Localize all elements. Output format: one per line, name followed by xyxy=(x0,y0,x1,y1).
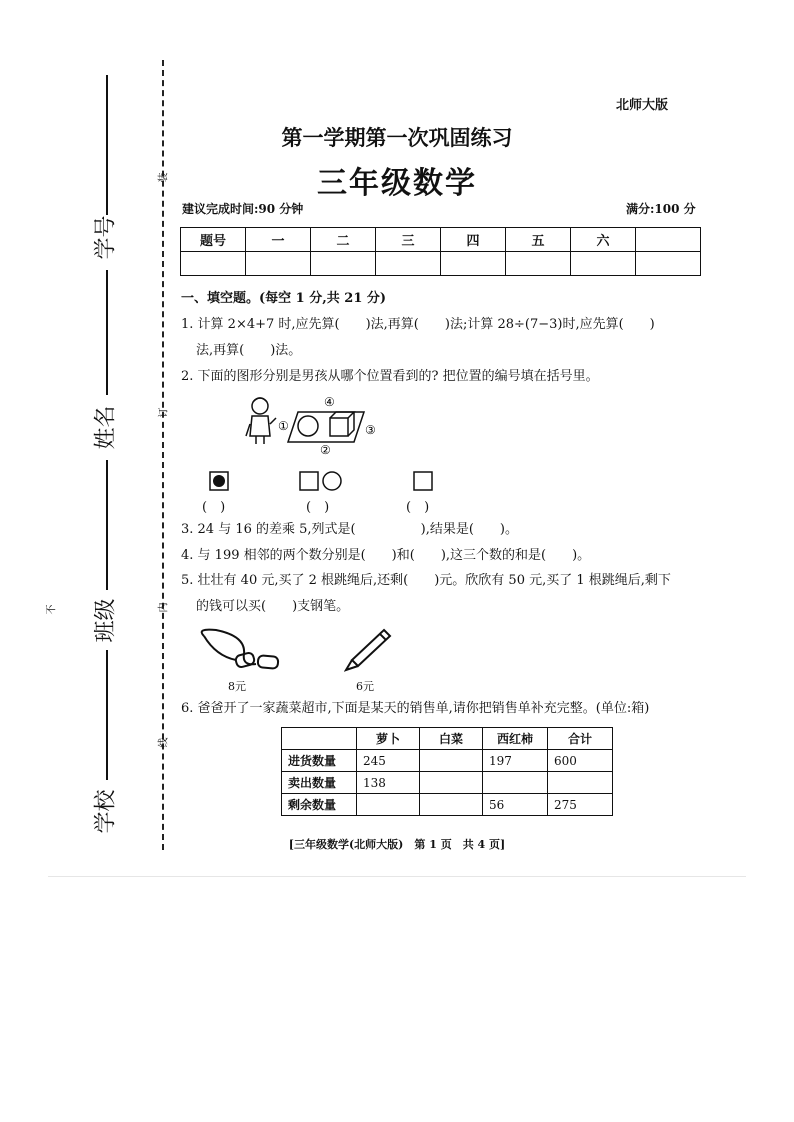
sales-cell: 245 xyxy=(357,750,420,772)
sales-cell[interactable] xyxy=(420,750,483,772)
score-cell[interactable] xyxy=(246,252,311,276)
page-bottom-divider xyxy=(48,876,746,877)
binding-mark: 不 xyxy=(46,604,58,615)
sales-cell[interactable] xyxy=(420,772,483,794)
rope-price: 8元 xyxy=(228,680,246,693)
pen-icon xyxy=(344,626,392,672)
cube-shape xyxy=(330,412,354,436)
pen-price: 6元 xyxy=(356,680,374,693)
sales-cell: 138 xyxy=(357,772,420,794)
sales-cell[interactable] xyxy=(420,794,483,816)
view-1-answer[interactable]: ( ) xyxy=(202,500,226,515)
sales-header-cell: 萝卜 xyxy=(357,728,420,750)
sales-row-label: 卖出数量 xyxy=(282,772,357,794)
sales-header-cell: 白菜 xyxy=(420,728,483,750)
question-5-line1: 5. 壮壮有 40 元,买了 2 根跳绳后,还剩( )元。欣欣有 50 元,买了 1 根跳绳后,剩下 xyxy=(181,573,671,588)
binding-mark: 装 xyxy=(158,172,170,183)
binding-mark: 订 xyxy=(158,407,170,418)
sales-row-label: 进货数量 xyxy=(282,750,357,772)
position-3-label: ③ xyxy=(365,423,376,437)
position-2-label: ② xyxy=(320,443,331,456)
view-square-with-circle xyxy=(208,470,230,492)
sales-cell[interactable] xyxy=(357,794,420,816)
school-line xyxy=(106,650,108,780)
score-table-header-row xyxy=(181,228,701,252)
score-header-cell: 三 xyxy=(376,228,441,252)
sales-cell[interactable] xyxy=(548,772,613,794)
full-score: 满分:100 分 xyxy=(626,202,696,216)
page-footer: [三年级数学(北师大版) 第 1 页 共 4 页] xyxy=(288,838,506,851)
question-5-line2: 的钱可以买( )支钢笔。 xyxy=(196,599,350,614)
sales-cell: 197 xyxy=(483,750,548,772)
question-1-line2: 法,再算( )法。 xyxy=(196,343,302,358)
score-cell[interactable] xyxy=(376,252,441,276)
score-header-cell: 四 xyxy=(441,228,506,252)
question-1-line1: 1. 计算 2×4+7 时,应先算( )法,再算( )法;计算 28÷(7−3)时,应先算( ) xyxy=(181,317,655,332)
sales-header-cell xyxy=(282,728,357,750)
table-row xyxy=(282,772,613,794)
ball-shape xyxy=(298,416,318,436)
score-header-cell: 题号 xyxy=(181,228,246,252)
table-row xyxy=(282,794,613,816)
score-cell[interactable] xyxy=(311,252,376,276)
sales-table xyxy=(281,727,613,816)
position-1-label: ① xyxy=(278,419,289,433)
sales-cell: 56 xyxy=(483,794,548,816)
school-label: 学校 xyxy=(93,789,119,834)
score-header-cell: 一 xyxy=(246,228,311,252)
table-row xyxy=(282,750,613,772)
score-cell[interactable] xyxy=(506,252,571,276)
sales-header-cell: 西红柿 xyxy=(483,728,548,750)
question-6: 6. 爸爸开了一家蔬菜超市,下面是某天的销售单,请你把销售单补充完整。(单位:箱) xyxy=(181,701,650,716)
name-label: 姓名 xyxy=(93,405,119,450)
section1-heading: 一、填空题。(每空 1 分,共 21 分) xyxy=(181,291,387,306)
sales-cell: 600 xyxy=(548,750,613,772)
class-label: 班级 xyxy=(93,598,119,643)
sales-header-row xyxy=(282,728,613,750)
question-2: 2. 下面的图形分别是男孩从哪个位置看到的? 把位置的编号填在括号里。 xyxy=(181,369,599,384)
sales-header-cell: 合计 xyxy=(548,728,613,750)
score-cell[interactable] xyxy=(636,252,701,276)
jump-rope-icon xyxy=(196,626,282,674)
boy-viewing-figure xyxy=(244,392,384,456)
view-square-and-circle xyxy=(298,470,346,492)
score-header-cell: 六 xyxy=(571,228,636,252)
exam-subtitle: 第一学期第一次巩固练习 xyxy=(281,125,513,150)
question-3: 3. 24 与 16 的差乘 5,列式是( ),结果是( )。 xyxy=(181,522,518,537)
name-line xyxy=(106,270,108,395)
view-square xyxy=(412,470,434,492)
score-cell[interactable] xyxy=(441,252,506,276)
edition-label: 北师大版 xyxy=(616,98,669,113)
sales-cell[interactable] xyxy=(483,772,548,794)
score-table-score-row xyxy=(181,252,701,276)
score-header-cell: 二 xyxy=(311,228,376,252)
position-4-label: ④ xyxy=(324,395,335,409)
class-line xyxy=(106,460,108,590)
score-table xyxy=(180,227,701,276)
sales-row-label: 剩余数量 xyxy=(282,794,357,816)
table-top-shape xyxy=(288,412,364,442)
exam-title: 三年级数学 xyxy=(317,166,477,201)
binding-mark: 内 xyxy=(158,602,170,613)
time-limit: 建议完成时间:90 分钟 xyxy=(182,202,304,216)
score-header-cell xyxy=(636,228,701,252)
view-3-answer[interactable]: ( ) xyxy=(406,500,430,515)
student-id-label: 学号 xyxy=(93,215,119,260)
score-header-cell: 五 xyxy=(506,228,571,252)
score-cell[interactable] xyxy=(571,252,636,276)
boy-icon xyxy=(246,398,276,444)
binding-mark: 线 xyxy=(158,737,170,748)
view-2-answer[interactable]: ( ) xyxy=(306,500,330,515)
score-cell[interactable] xyxy=(181,252,246,276)
question-4: 4. 与 199 相邻的两个数分别是( )和( ),这三个数的和是( )。 xyxy=(181,548,591,563)
sales-cell: 275 xyxy=(548,794,613,816)
